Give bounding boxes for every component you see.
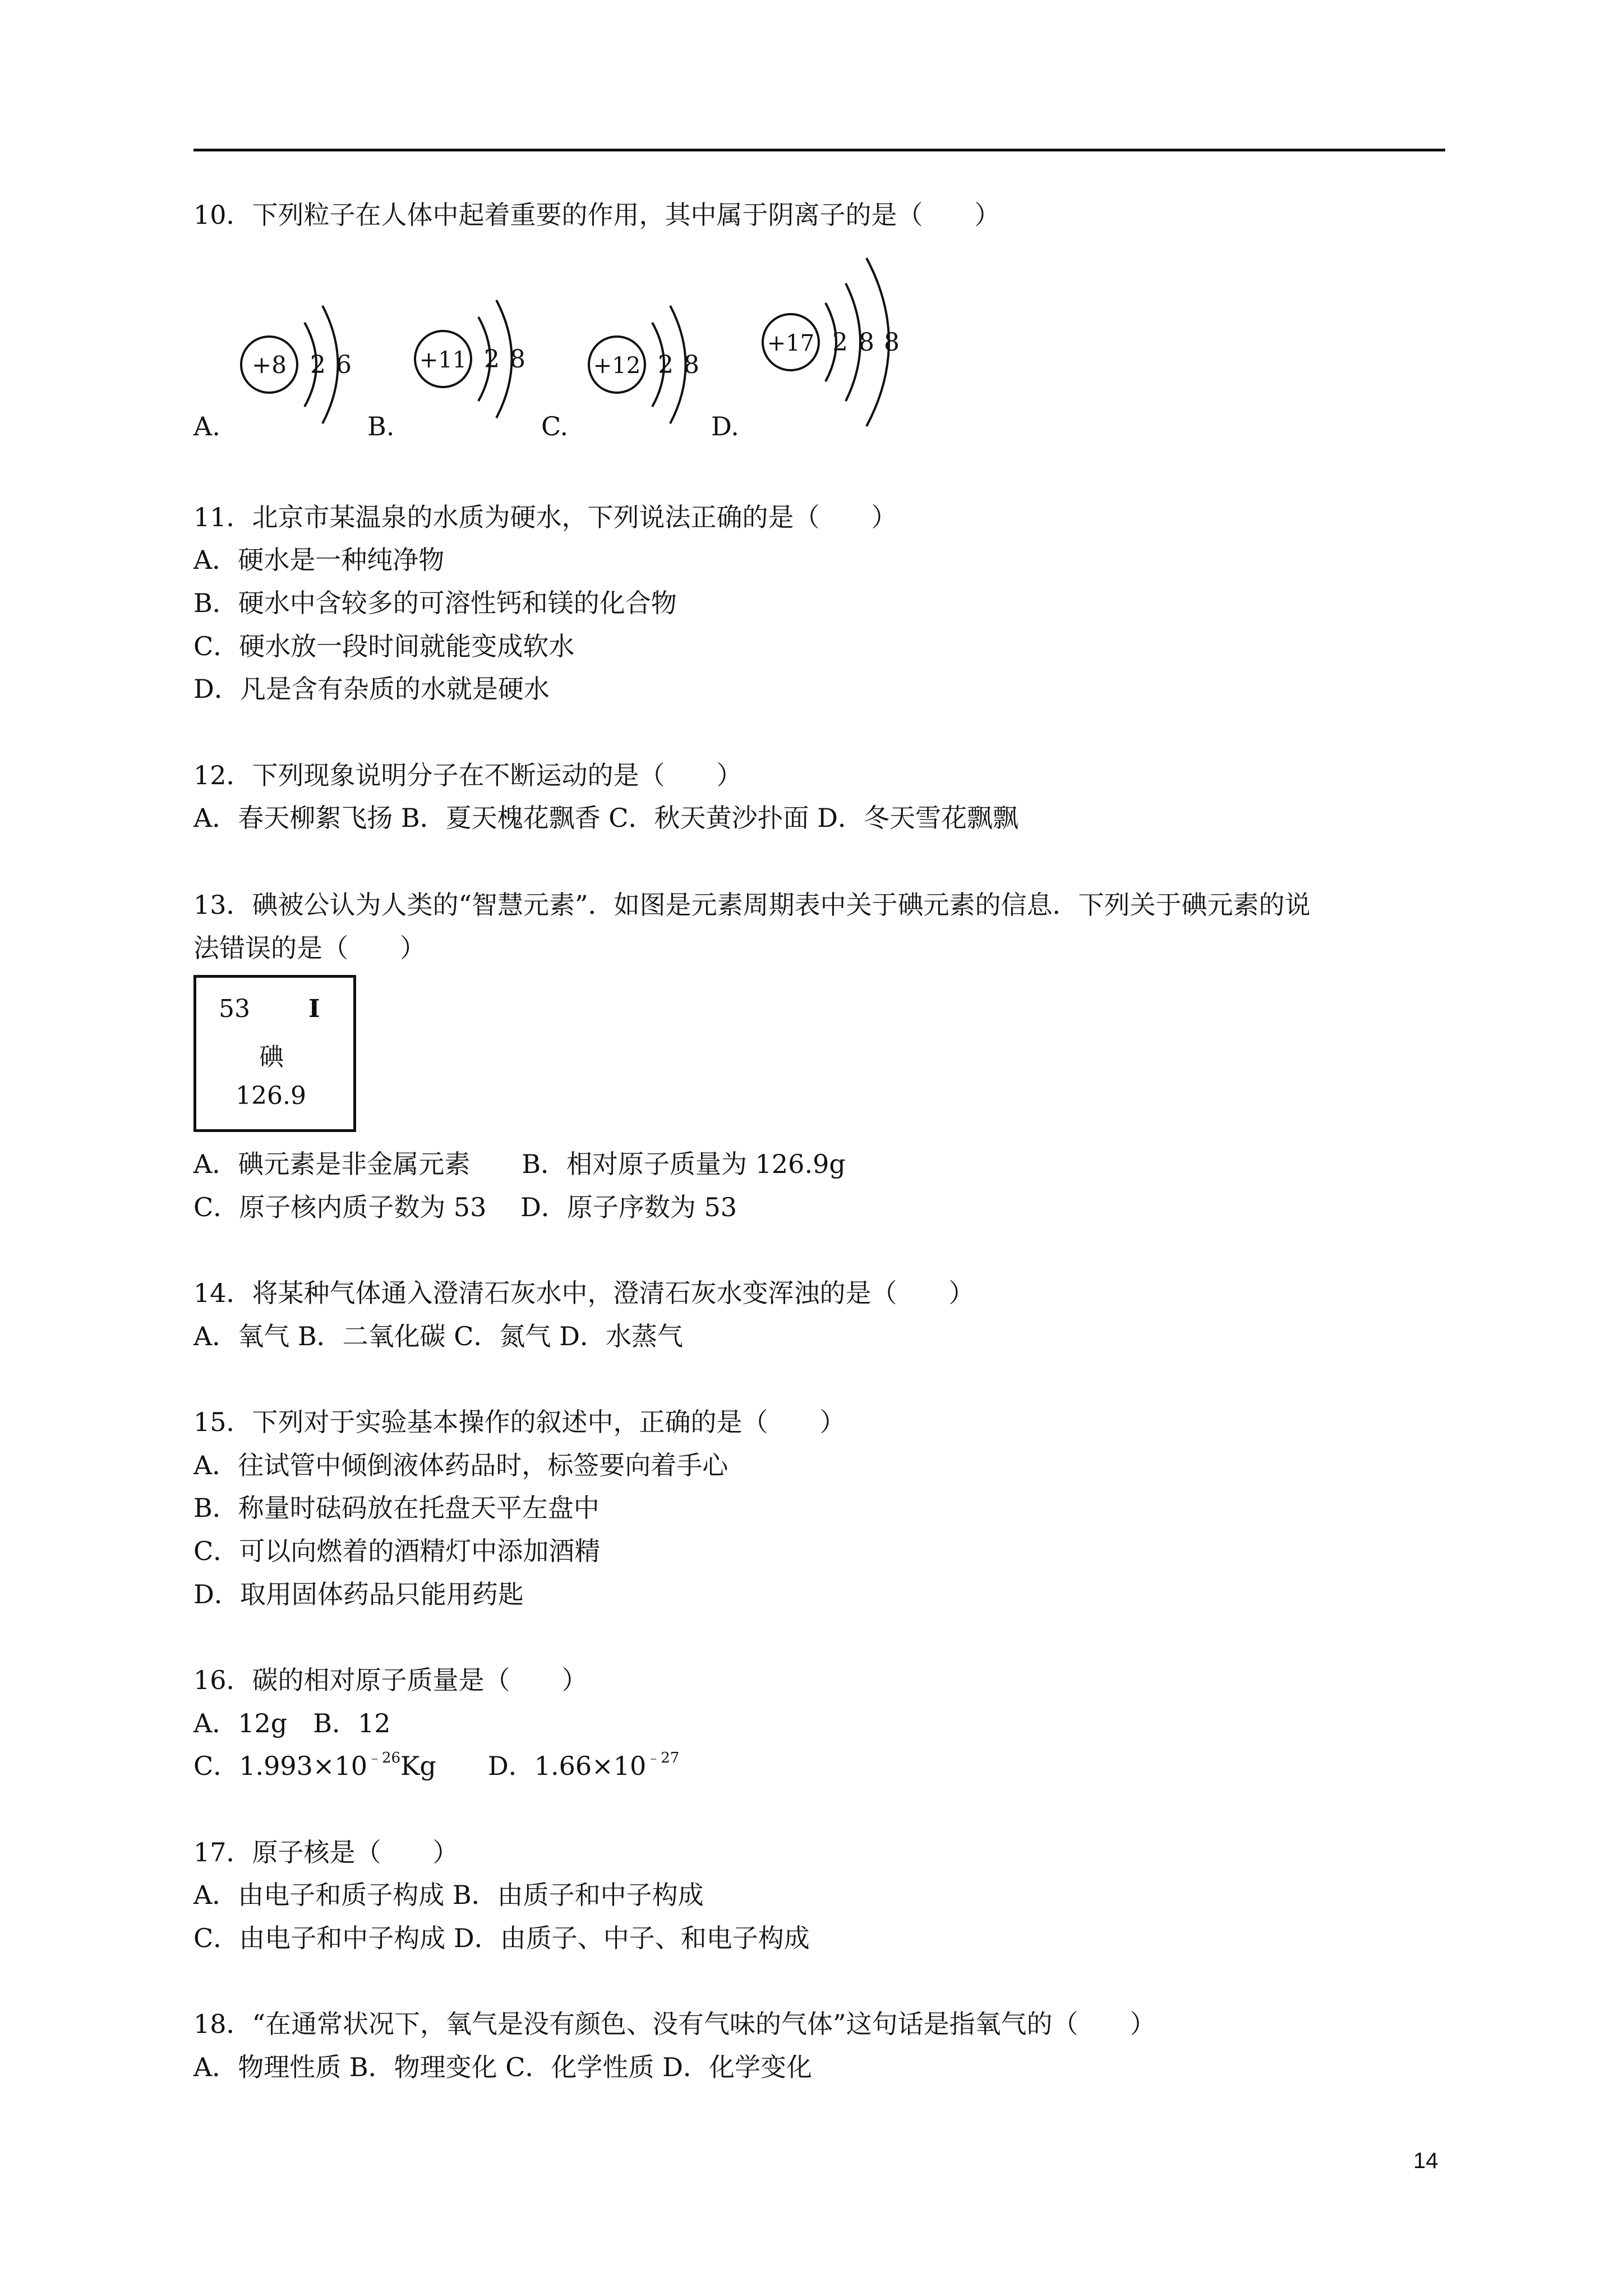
shell-c-1: 2 bbox=[658, 351, 674, 379]
nucleus-charge-a: +8 bbox=[252, 351, 287, 379]
q15-option-d: D．取用固体药品只能用药匙 bbox=[193, 1579, 524, 1609]
atom-diagram-b bbox=[412, 286, 547, 434]
q16-option-c-base: C．1.993×10 bbox=[193, 1751, 367, 1781]
q16-option-c-exponent: ﹣26 bbox=[367, 1750, 401, 1766]
element-atomic-mass: 126.9 bbox=[236, 1082, 306, 1110]
atom-diagram-c bbox=[586, 292, 721, 440]
q16-stem: 16．碳的相对原子质量是（ ） bbox=[193, 1665, 588, 1695]
q12-stem: 12．下列现象说明分子在不断运动的是（ ） bbox=[193, 760, 743, 790]
q10-stem: 10．下列粒子在人体中起着重要的作用，其中属于阴离子的是（ ） bbox=[193, 200, 1000, 230]
shell-c-2: 8 bbox=[684, 351, 699, 379]
q18-options: A．物理性质 B．物理变化 C．化学性质 D．化学变化 bbox=[193, 2052, 812, 2082]
q10-label-b: B. bbox=[367, 411, 395, 441]
q11-option-d: D．凡是含有杂质的水就是硬水 bbox=[193, 674, 550, 704]
q10-label-c: C. bbox=[541, 411, 569, 441]
q16-option-c-unit: Kg bbox=[400, 1751, 436, 1781]
shell-d-2: 8 bbox=[859, 328, 874, 357]
q17-stem: 17．原子核是（ ） bbox=[193, 1837, 459, 1867]
shell-a-2: 6 bbox=[336, 351, 352, 379]
element-name: 碘 bbox=[259, 1043, 284, 1071]
element-atomic-number: 53 bbox=[219, 995, 250, 1023]
q13-options-ab: A．碘元素是非金属元素 B．相对原子质量为 126.9g bbox=[193, 1149, 846, 1179]
q13-options-cd: C．原子核内质子数为 53 D．原子序数为 53 bbox=[193, 1192, 737, 1222]
q13-stem-line1: 13．碘被公认为人类的“智慧元素”．如图是元素周期表中关于碘元素的信息．下列关于碘元素的说 bbox=[193, 890, 1311, 920]
q16-options-cd bbox=[193, 1749, 679, 1783]
shell-d-3: 8 bbox=[884, 328, 900, 357]
q13-stem-line2: 法错误的是（ ） bbox=[193, 933, 426, 963]
q14-stem: 14．将某种气体通入澄清石灰水中，澄清石灰水变浑浊的是（ ） bbox=[193, 1278, 975, 1308]
q15-option-a: A．往试管中倾倒液体药品时，标签要向着手心 bbox=[193, 1450, 728, 1480]
nucleus-charge-c: +12 bbox=[593, 353, 641, 379]
atom-diagram-d bbox=[757, 247, 942, 440]
q11-option-b: B．硬水中含较多的可溶性钙和镁的化合物 bbox=[193, 588, 677, 618]
shell-a-1: 2 bbox=[310, 351, 326, 379]
q10-label-d: D. bbox=[711, 411, 739, 441]
q10-label-a: A. bbox=[193, 411, 220, 441]
q17-options-ab: A．由电子和质子构成 B．由质子和中子构成 bbox=[193, 1880, 704, 1910]
q15-stem: 15．下列对于实验基本操作的叙述中，正确的是（ ） bbox=[193, 1407, 846, 1437]
shell-b-2: 8 bbox=[510, 345, 525, 374]
shell-d-1: 2 bbox=[832, 328, 848, 357]
q16-option-d-exponent: ﹣27 bbox=[646, 1750, 680, 1766]
q16-option-d-base: D．1.66×10 bbox=[487, 1751, 647, 1781]
q15-option-c: C．可以向燃着的酒精灯中添加酒精 bbox=[193, 1536, 601, 1566]
header-rule bbox=[193, 149, 1445, 151]
q17-options-cd: C．由电子和中子构成 D．由质子、中子、和电子构成 bbox=[193, 1923, 810, 1953]
q11-option-a: A．硬水是一种纯净物 bbox=[193, 545, 445, 575]
iodine-element-card bbox=[193, 975, 356, 1132]
nucleus-charge-d: +17 bbox=[767, 330, 815, 356]
q11-stem: 11．北京市某温泉的水质为硬水，下列说法正确的是（ ） bbox=[193, 502, 897, 532]
element-symbol: I bbox=[308, 995, 320, 1023]
q14-options: A．氧气 B．二氧化碳 C．氮气 D．水蒸气 bbox=[193, 1321, 683, 1351]
q18-stem: 18．“在通常状况下，氧气是没有颜色、没有气味的气体”这句话是指氧气的（ ） bbox=[193, 2009, 1156, 2039]
shell-b-1: 2 bbox=[484, 345, 500, 374]
q15-option-b: B．称量时砝码放在托盘天平左盘中 bbox=[193, 1493, 600, 1523]
atom-diagram-a bbox=[238, 292, 373, 440]
q12-options: A．春天柳絮飞扬 B．夏天槐花飘香 C．秋天黄沙扑面 D．冬天雪花飘飘 bbox=[193, 803, 1018, 833]
page-number: 14 bbox=[1413, 2148, 1438, 2173]
nucleus-charge-b: +11 bbox=[419, 347, 467, 373]
q16-options-ab: A．12g B．12 bbox=[193, 1708, 391, 1738]
q11-option-c: C．硬水放一段时间就能变成软水 bbox=[193, 631, 575, 661]
